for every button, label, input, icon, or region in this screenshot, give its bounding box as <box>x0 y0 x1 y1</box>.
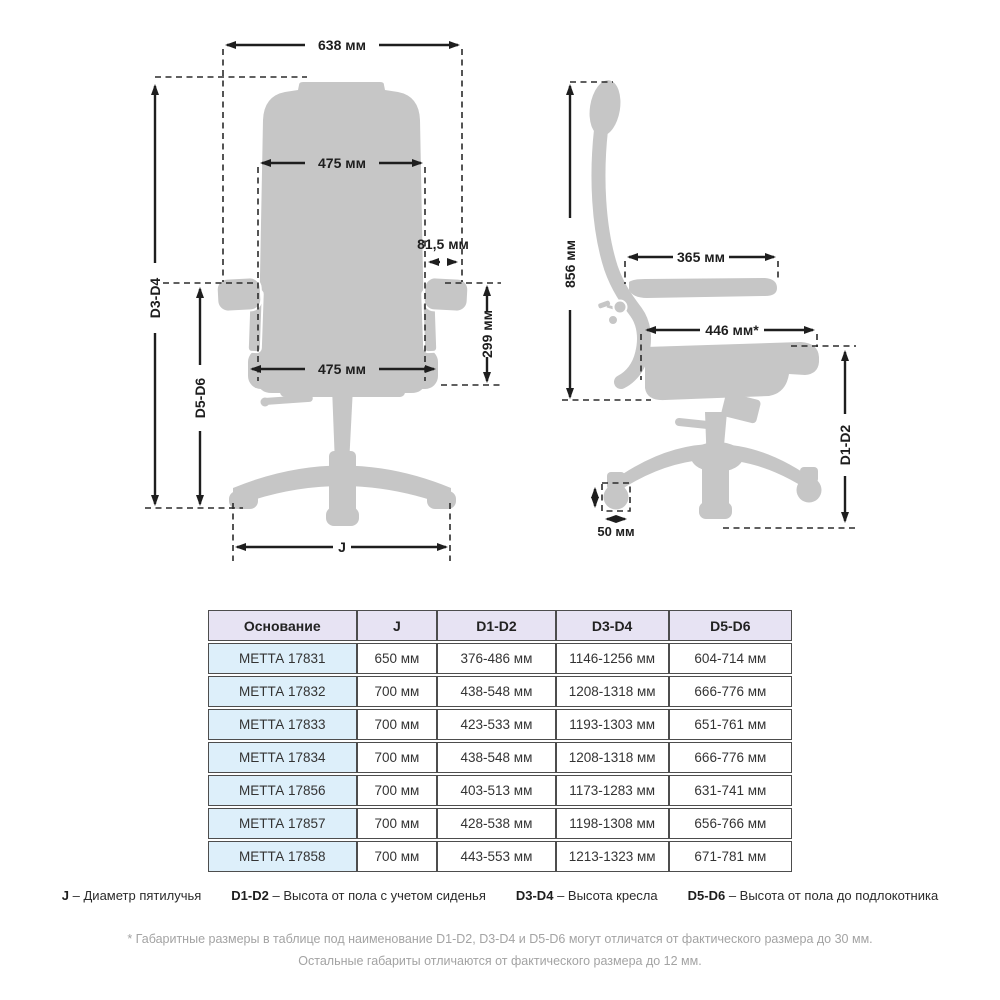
side-caster-left-shape <box>604 485 629 510</box>
dim-back-to-seat-label: 299 мм <box>479 310 495 358</box>
legend-item-j <box>62 888 202 903</box>
legend-desc: – Диаметр пятилучья <box>72 888 202 903</box>
dim-backrest-width-label: 475 мм <box>318 155 366 171</box>
footnote-line-1: * Габаритные размеры в таблице под наименование D1-D2, D3-D4 и D5-D6 могут отличатся от фактического размера до 30 мм. <box>127 932 873 946</box>
d3d4-cell: 1208-1318 мм <box>556 676 669 707</box>
j-cell: 700 мм <box>357 709 438 740</box>
d3d4-cell: 1173-1283 мм <box>556 775 669 806</box>
dim-back-height-label: 856 мм <box>562 240 578 288</box>
table-row <box>208 808 792 839</box>
legend-item-d5d6 <box>688 888 939 903</box>
d5d6-cell: 631-741 мм <box>669 775 792 806</box>
dim-seat-width-label: 475 мм <box>318 361 366 377</box>
dim-armrest-offset <box>417 236 469 262</box>
d1d2-cell: 403-513 мм <box>437 775 555 806</box>
model-cell: МЕТТА 17833 <box>208 709 357 740</box>
model-cell: МЕТТА 17834 <box>208 742 357 773</box>
table-row <box>208 775 792 806</box>
table-row <box>208 709 792 740</box>
front-view-drawing <box>135 15 510 565</box>
d5d6-cell: 604-714 мм <box>669 643 792 674</box>
dim-armrest-height-label: D5-D6 <box>192 377 208 419</box>
side-seat-shape <box>645 342 819 400</box>
dim-chair-height-label: D3-D4 <box>147 277 163 319</box>
base-front-foot-shape <box>326 507 359 526</box>
legend-term: J <box>61 888 70 903</box>
footnote <box>0 928 1000 972</box>
model-cell: МЕТТА 17831 <box>208 643 357 674</box>
backrest-shape <box>258 82 425 393</box>
dim-armrest-depth-label: 365 мм <box>677 249 725 265</box>
dim-armrest-height <box>163 283 257 504</box>
col-header-d3d4: D3-D4 <box>556 610 669 641</box>
footnote-line-2: Остальные габариты отличаются от фактического размера до 12 мм. <box>298 954 702 968</box>
model-cell: МЕТТА 17857 <box>208 808 357 839</box>
caster-right-shape <box>427 491 456 509</box>
dim-base-diameter-label: J <box>338 539 346 555</box>
side-view-drawing <box>555 60 875 550</box>
table-row <box>208 676 792 707</box>
d5d6-cell: 666-776 мм <box>669 676 792 707</box>
j-cell: 700 мм <box>357 775 438 806</box>
d3d4-cell: 1193-1303 мм <box>556 709 669 740</box>
table-row <box>208 841 792 872</box>
j-cell: 650 мм <box>357 643 438 674</box>
legend-desc: – Высота от пола с учетом сиденья <box>272 888 486 903</box>
d3d4-cell: 1213-1323 мм <box>556 841 669 872</box>
col-header-d5d6: D5-D6 <box>669 610 792 641</box>
d1d2-cell: 423-533 мм <box>437 709 555 740</box>
col-header-base: Основание <box>208 610 357 641</box>
legend-term: D5-D6 <box>687 888 726 903</box>
col-header-d1d2: D1-D2 <box>437 610 555 641</box>
table-header-row <box>208 610 792 641</box>
legend-term: D1-D2 <box>231 888 269 903</box>
side-caster-right-shape <box>797 478 822 503</box>
legend-desc: – Высота кресла <box>557 888 658 903</box>
d1d2-cell: 443-553 мм <box>437 841 555 872</box>
model-cell: МЕТТА 17858 <box>208 841 357 872</box>
front-chair-silhouette <box>216 82 469 526</box>
dim-seat-depth-label: 446 мм* <box>705 322 759 338</box>
legend-desc: – Высота от пола до подлокотника <box>728 888 939 903</box>
adjust-knobs-shape <box>596 299 626 325</box>
table-row <box>208 742 792 773</box>
dimension-legend <box>0 888 1000 903</box>
d1d2-cell: 438-548 мм <box>437 676 555 707</box>
col-header-j: J <box>357 610 438 641</box>
dim-caster-label: 50 мм <box>597 524 635 539</box>
d5d6-cell: 671-781 мм <box>669 841 792 872</box>
j-cell: 700 мм <box>357 742 438 773</box>
legend-item-d1d2 <box>231 888 486 903</box>
d1d2-cell: 428-538 мм <box>437 808 555 839</box>
j-cell: 700 мм <box>357 841 438 872</box>
front-foot-side-shape <box>699 502 732 519</box>
j-cell: 700 мм <box>357 808 438 839</box>
side-chair-silhouette <box>586 78 822 519</box>
d1d2-cell: 376-486 мм <box>437 643 555 674</box>
d3d4-cell: 1146-1256 мм <box>556 643 669 674</box>
d5d6-cell: 666-776 мм <box>669 742 792 773</box>
spec-table <box>208 608 792 874</box>
legend-item-d3d4 <box>516 888 658 903</box>
d5d6-cell: 656-766 мм <box>669 808 792 839</box>
model-cell: МЕТТА 17856 <box>208 775 357 806</box>
model-cell: МЕТТА 17832 <box>208 676 357 707</box>
armrest-pad-right-shape <box>423 277 469 312</box>
d1d2-cell: 438-548 мм <box>437 742 555 773</box>
d3d4-cell: 1208-1318 мм <box>556 742 669 773</box>
table-row <box>208 643 792 674</box>
d3d4-cell: 1198-1308 мм <box>556 808 669 839</box>
dim-seat-height-label: D1-D2 <box>837 424 853 466</box>
d5d6-cell: 651-761 мм <box>669 709 792 740</box>
dim-armrest-offset-label: 81,5 мм <box>417 236 469 252</box>
side-armrest-shape <box>629 278 777 298</box>
armrest-pad-left-shape <box>216 277 262 312</box>
j-cell: 700 мм <box>357 676 438 707</box>
legend-term: D3-D4 <box>515 888 554 903</box>
dim-total-width-label: 638 мм <box>318 37 366 53</box>
